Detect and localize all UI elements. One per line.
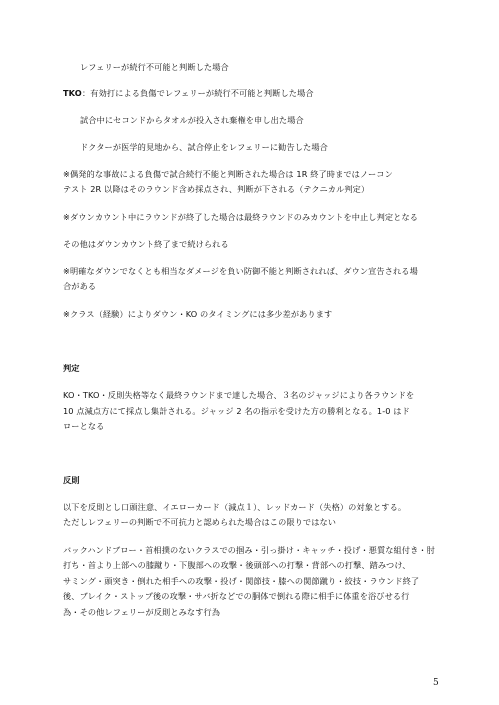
text-line: ※クラス（経験）によりダウン・KO のタイミングには多少差があります — [63, 309, 333, 319]
text-line: ドクターが医学的見地から、試合停止をレフェリーに勧告した場合 — [80, 142, 328, 152]
text-line: 後、ブレイク・ストップ後の攻撃・サバ折などでの胴体で倒れる際に相手に体重を浴びせる行 — [63, 591, 410, 601]
text-line: KO・TKO・反則失格等なく最終ラウンドまで達した場合、３名のジャッジにより各ラウンドを — [63, 390, 415, 400]
text-line: 打ち・首より上部への膝蹴り・下腹部への攻撃・後頭部への打撃・背部への打撃、踏みつけ、 — [63, 560, 411, 570]
text-line: その他はダウンカウント終了まで続けられる — [63, 239, 229, 249]
term-tko: TKO — [63, 88, 82, 98]
text-line: 試合中にセコンドからタオルが投入され棄権を申し出た場合 — [80, 115, 304, 125]
section-heading-fouls: 反則 — [63, 475, 80, 485]
text-line: レフェリーが続行不可能と判断した場合 — [80, 62, 229, 72]
page-number: 5 — [433, 678, 439, 688]
text-line: 以下を反則とし口頭注意、イエローカード（減点１）、レッドカード（失格）の対象とする。 — [63, 502, 407, 512]
text-line: テスト 2R 以降はそのラウンド含め採点され、判断が下される（テクニカル判定） — [63, 184, 370, 194]
text-line: 10 点減点方にて採点し集計される。ジャッジ 2 名の指示を受けた方の勝利となる。1-0 はド — [63, 406, 410, 416]
text-line: ※明確なダウンでなくとも相当なダメージを負い防御不能と判断されれば、ダウン宣告される場 — [63, 266, 418, 276]
text-line: ※ダウンカウント中にラウンドが終了した場合は最終ラウンドのみカウントを中止し判定となる — [63, 212, 419, 222]
text-line: ローとなる — [63, 421, 105, 431]
text-line: サミング・頭突き・倒れた相手への攻撃・投げ・関節技・膝への関節蹴り・絞技・ラウンド終了 — [63, 576, 420, 586]
text-line: ：有効打による負傷でレフェリーが続行不可能と判断した場合 — [82, 88, 314, 98]
text-line: ※偶発的な事故による負傷で試合続行不能と判断された場合は 1R 終了時まではノーコン — [63, 169, 393, 179]
text-line: 為・その他レフェリーが反則とみなす行為 — [63, 607, 221, 617]
text-line: ただしレフェリーの判断で不可抗力と認められた場合はこの限りではない — [63, 517, 337, 527]
section-heading-judgement: 判定 — [63, 363, 80, 373]
text-line: バックハンドブロー・首相撲のないクラスでの掴み・引っ掛け・キャッチ・投げ・悪質な組付き・肘 — [63, 545, 435, 555]
text-line: 合がある — [63, 281, 97, 291]
